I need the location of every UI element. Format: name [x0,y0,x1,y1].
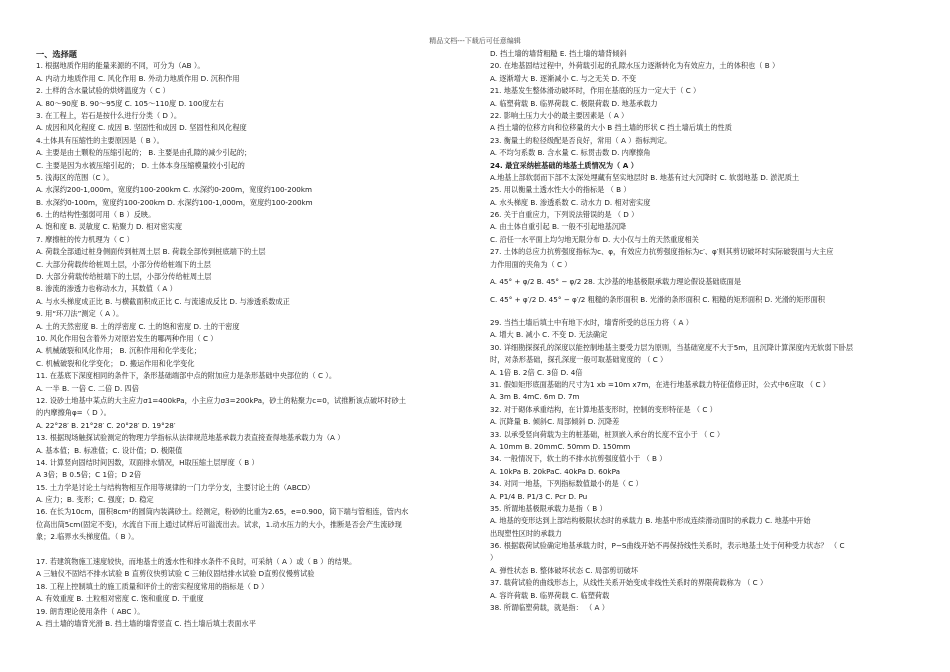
text-line: 34. 对同一地基，下列指标数值最小的是（ C ） [490,479,643,489]
text-line: A. 荷载全部通过桩身侧面传到桩周土层 B. 荷载全部传到桩底端下的土层 [36,247,266,257]
text-line: 11. 在基底下深度相同的条件下，条形基础端部中点的附加应力是条形基础中央部位的（ C ）。 [36,371,337,381]
text-line: A. 10mm B. 20mmC. 50mm D. 150mm [490,441,631,451]
text-line: 4.土体具有压缩性的主要原因是（ B ）。 [36,135,164,145]
text-line: A 挡土墙的位移方向和位移量的大小 B 挡土墙的形状 C 挡土墙后填土的性质 [490,123,732,133]
text-line: C. 沿任一水平面上均匀地无限分布 D. 大小仅与土的天然重度相关 [490,234,699,244]
text-line: D. 大部分荷载传给桩端下的土层，小部分传给桩周土层 [36,272,212,282]
text-line: 18. 工程上控制填土的施工质量和评价土的密实程度常用的指标是（ D ） [36,581,269,591]
text-line: C. 大部分荷载传给桩周土层，小部分传给桩端下的土层 [36,259,211,269]
text-line: A 3倍；B 0.5倍；C 1倍；D 2倍 [36,470,142,480]
text-line: A. 不均匀系数 B. 含水量 C. 标贯击数 D. 内摩擦角 [490,148,651,158]
text-line: A. 45° + φ/2 B. 45° − φ/2 28. 太沙基的地基极限承载力理论假设基础底面是 [490,277,742,287]
text-line: 12. 设砂土地基中某点的大主应力σ1=400kPa，小主应力σ3=200kPa，砂土的粘聚力c=0，试推断该点破坏时砂土 [36,395,406,405]
text-line: 8. 渗流的渗透力也称动水力，其数值（ A ） [36,284,177,294]
text-line: 3. 在工程上，岩石是按什么进行分类（ D ）。 [36,110,182,120]
text-line: A. 与水头梯度成正比 B. 与横截面积成正比 C. 与流速成反比 D. 与渗透系数成正 [36,296,290,306]
text-line: 24. 最宜采纳桩基础的地基土质情况为（ A ） [490,160,638,170]
text-line: 23. 衡量土的粒径级配是否良好，常用（ A ）指标判定。 [490,135,672,145]
text-line: 34. 一般情况下，软土的不排水抗剪强度值小于 （ B ） [490,454,667,464]
text-line: A. 基本值；B. 标准值；C. 设计值；D. 极限值 [36,445,183,455]
text-line: A. P1/4 B. P1/3 C. Pcr D. Pu [490,491,588,501]
text-line: C. 主要是因为水被压缩引起的； D. 土体本身压缩模量较小引起的 [36,160,245,170]
text-line: ） [490,553,498,563]
text-line: 15. 土力学是讨论土与结构物相互作用等规律的一门力学分支，主要讨论土的（ABCD） [36,482,315,492]
text-line: 14. 计算竖向固结时间因数，双面排水情况，H取压缩土层厚度（ B ） [36,457,259,467]
text-line: 16. 在长为10cm，面积8cm²的圆筒内装满砂土。经测定，粉砂的比重为2.65，e=0.900，筒下端与管相连，管内水 [36,507,409,517]
text-line: 7. 摩擦桩的传力机理为（ C ） [36,234,134,244]
text-line: 13. 根据现场触探试验测定的物理力学指标从法律规范地基承载力表直接查得地基承载力为（A ） [36,433,345,443]
text-line: A. 弹性状态 B. 整体破坏状态 C. 局部剪切破坏 [490,565,639,575]
text-line: 21. 地基发生整体滑动破坏时，作用在基底的压力一定大于（ C ） [490,86,701,96]
text-line: A. 挡土墙的墙背光滑 B. 挡土墙的墙背竖直 C. 挡土墙后填土表面水平 [36,618,256,628]
page-header: 精品文档---下载后可任意编辑 [429,37,521,45]
text-line: C. 机械破裂和化学变化； D. 搬运作用和化学变化 [36,358,195,368]
text-line: 9. 用“环刀法”测定（ A ）。 [36,309,124,319]
text-line: 的内摩擦角φ=（ D ）。 [36,408,111,418]
text-line: A. 22°28′ B. 21°28′ C. 20°28′ D. 19°28′ [36,420,176,430]
text-line: A. 土的天然密度 B. 土的浮密度 C. 土的饱和密度 D. 土的干密度 [36,321,240,331]
right-column [490,48,918,614]
text-line: 35. 所谓地基极限承载力是指（ B ） [490,503,607,513]
text-line: A. 水深约200-1,000m，宽度约100-200km C. 水深约0-200m，宽度约100-200km [36,185,313,195]
text-line: 30. 详细勘探探孔的深度以能控制地基主要受力层为原则，当基础宽度不大于5m，且沉降计算深度内无软弱下卧层 [490,342,854,352]
text-line: A. 有效重度 B. 土粒相对密度 C. 饱和重度 D. 干重度 [36,594,204,604]
text-line: 36. 根据载荷试验确定地基承载力时，P−S曲线开始不再保持线性关系时，表示地基土处于何种受力状态？ （ C [490,541,845,551]
text-line: A. 机械破裂和风化作用； B. 沉积作用和化学变化； [36,346,201,356]
text-line: 一、选择题 [36,49,77,59]
text-line: 26. 关于自重应力，下列说法错误的是 （ D ） [490,210,639,220]
text-line: A. 主要是由土颗粒的压缩引起的； B. 主要是由孔隙的减少引起的； [36,148,252,158]
text-line: A. 3m B. 4mC. 6m D. 7m [490,392,580,402]
text-line: 19. 朗肯理论使用条件（ ABC ）。 [36,606,145,616]
text-line: 32. 对于砌体承重结构，在计算地基变形时，控制的变形特征是 （ C ） [490,404,717,414]
text-line: A. 逐渐增大 B. 逐渐减小 C. 与之无关 D. 不变 [490,73,637,83]
text-line: 17. 若建筑物施工速度较快，而地基土的透水性和排水条件不良时，可采纳（ A ）或（ B ）的结果。 [36,557,357,567]
left-column [36,48,466,630]
text-line: 时，对条形基础，探孔深度一般可取基础宽度的 （ C ） [490,355,668,365]
text-line: 25. 用以衡量土透水性大小的指标是 （ B ） [490,185,631,195]
text-line: A. 应力；B. 变形；C. 强度；D. 稳定 [36,495,154,505]
text-line: A. 1倍 B. 2倍 C. 3倍 D. 4倍 [490,367,583,377]
text-line: A. 饱和度 B. 灵敏度 C. 粘聚力 D. 相对密实度 [36,222,183,232]
text-line: 6. 土的结构性强弱可用（ B ）反映。 [36,210,156,220]
text-line: 22. 影响土压力大小的最主要因素是（ A ） [490,110,629,120]
text-line: A. 10kPa B. 20kPaC. 40kPa D. 60kPa [490,466,621,476]
text-line: A 三轴仪不固结不排水试验 B 直剪仪快剪试验 C 三轴仪固结排水试验 D直剪仪慢剪试验 [36,569,315,579]
text-line: A. 由土体自重引起 B. 一般不引起地基沉降 [490,222,627,232]
text-line: A. 内动力地质作用 C. 风化作用 B. 外动力地质作用 D. 沉积作用 [36,73,240,83]
text-line: 象；2.临界水头梯度值。（ B ）。 [36,532,139,542]
text-line: 38. 所谓临塑荷载，就是指： （ A ） [490,603,609,613]
text-line: 1. 根据地质作用的能量来源的不同，可分为（AB ）。 [36,61,205,71]
text-line: 10. 风化作用包含着外力对原岩发生的哪两种作用（ C ） [36,333,218,343]
text-line [36,544,466,556]
text-line: A. 一半 B. 一倍 C. 二倍 D. 四倍 [36,383,139,393]
text-line: A. 增大 B. 减小 C. 不变 D. 无法确定 [490,330,608,340]
text-line: C. 45° + φ′/2 D. 45° − φ′/2 粗糙的条形面积 B. 光滑的条形面积 C. 粗糙的矩形面积 D. 光滑的矩形面积 [490,295,825,305]
text-line: 5. 浅海区的范围（C ）。 [36,172,114,182]
text-line: A. 容许荷载 B. 临界荷载 C. 临塑荷载 [490,590,610,600]
text-line: A.地基上部软弱而下部不太深处埋藏有坚实地层时 B. 地基有过大沉降时 C. 软弱地基 D. 淤泥质土 [490,172,800,182]
text-line: 33. 以承受竖向荷载为主的桩基础，桩顶嵌入承台的长度不宜小于 （ C ） [490,429,725,439]
text-line: 27. 土体的总应力抗剪强度指标为c、φ，有效应力抗剪强度指标为c′、φ′则其剪切破坏时实际破裂面与大主应 [490,247,834,257]
text-line: A. 沉降量 B. 倾斜C. 局部倾斜 D. 沉降差 [490,417,620,427]
text-line: A. 临塑荷载 B. 临界荷载 C. 极限荷载 D. 地基承载力 [490,98,658,108]
text-line: B. 水深约0-100m，宽度约100-200km D. 水深约100-1,000m，宽度约100-200km [36,197,313,207]
text-line: 位高出筒5cm(固定不变)，水流自下而上通过试样后可溢流出去。试求，1.动水压力的大小，推断是否会产生流砂现 [36,519,402,529]
text-line: A. 水头梯度 B. 渗透系数 C. 动水力 D. 相对密实度 [490,197,651,207]
text-line: A. 80～90度 B. 90～95度 C. 105～110度 D. 100度左右 [36,98,224,108]
text-line: 37. 载荷试验的曲线形态上，从线性关系开始变成非线性关系时的界限荷载称为 （ C ） [490,578,768,588]
text-line: A. 地基的变形达到上部结构极限状态时的承载力 B. 地基中形成连续滑动面时的承载力 C. 地基中开始 [490,516,811,526]
text-line: 出现塑性区时的承载力 [490,528,562,538]
text-line: A. 成因和风化程度 C. 成因 B. 坚固性和成因 D. 坚固性和风化程度 [36,123,247,133]
text-line: 31. 假如矩形底面基础的尺寸为1 xb =10m x7m，在进行地基承载力特征值修正时，公式中6应取 （ C ） [490,379,830,389]
text-line: 20. 在地基固结过程中，外荷载引起的孔隙水压力逐渐转化为有效应力，土的体积也（ B ） [490,61,780,71]
text-line: D. 挡土墙的墙背粗糙 E. 挡土墙的墙背倾斜 [490,49,627,58]
text-line: 2. 土样的含水量试验的烘烤温度为（ C ） [36,86,170,96]
text-line: 29. 当挡土墙后填土中有地下水时，墙背所受的总压力将（ A ） [490,318,693,328]
text-line: 力作用面的夹角为（ C ） [490,259,572,269]
